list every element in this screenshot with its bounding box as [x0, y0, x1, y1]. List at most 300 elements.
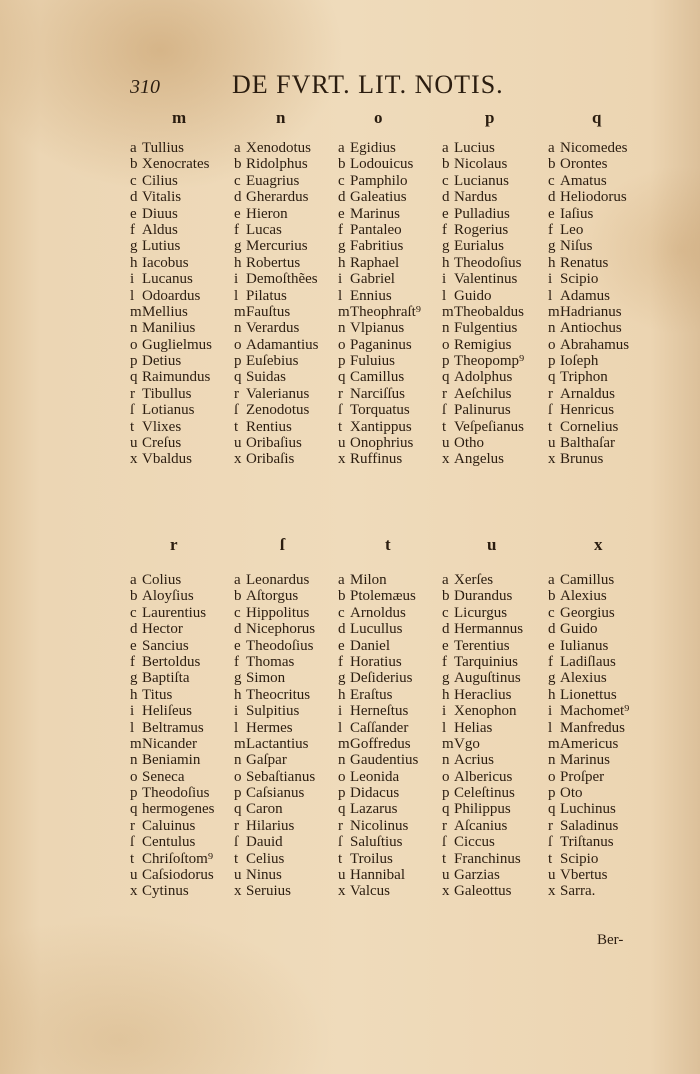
- entry-name: Zenodotus: [246, 402, 310, 419]
- cipher-entry: [442, 801, 523, 817]
- entry-code: t: [130, 850, 135, 867]
- cipher-entry: [338, 736, 418, 752]
- entry-code: b: [338, 588, 346, 605]
- entry-code: b: [130, 588, 138, 605]
- cipher-entry: [338, 238, 421, 254]
- cipher-entry: [234, 337, 319, 353]
- cipher-entry: [548, 353, 629, 369]
- entry-code: c: [130, 604, 137, 621]
- entry-name: Xenocrates: [142, 156, 210, 173]
- entry-name: Creſus: [142, 435, 182, 452]
- cipher-entry: [130, 255, 212, 271]
- entry-name: Daniel: [350, 637, 390, 654]
- entry-code: r: [234, 817, 239, 834]
- entry-code: h: [234, 254, 242, 271]
- entry-code: p: [338, 785, 346, 802]
- entry-code: r: [338, 817, 343, 834]
- page-number: 310: [130, 76, 160, 98]
- section-letter: n: [276, 108, 286, 127]
- cipher-entry: [130, 140, 212, 156]
- entry-name: Rentius: [246, 418, 292, 435]
- entry-code: c: [130, 172, 137, 189]
- entry-code: i: [234, 271, 239, 288]
- entry-code: o: [548, 336, 556, 353]
- entry-code: g: [338, 670, 346, 687]
- entry-name: Hieron: [246, 205, 288, 222]
- cipher-entry: [130, 801, 214, 817]
- cipher-entry: [548, 785, 629, 801]
- cipher-entry: [234, 304, 319, 320]
- entry-name: Herneſtus: [350, 703, 409, 720]
- cipher-entry: [234, 834, 315, 850]
- cipher-column: [548, 572, 629, 900]
- entry-code: q: [234, 369, 242, 386]
- entry-name: Gabriel: [350, 271, 395, 288]
- entry-name: Caron: [246, 801, 283, 818]
- entry-name: Odoardus: [142, 287, 201, 304]
- cipher-entry: [442, 222, 524, 238]
- entry-code: ſ: [338, 834, 343, 851]
- cipher-entry: [442, 156, 524, 172]
- entry-name: Xantippus: [350, 418, 412, 435]
- cipher-entry: [234, 353, 319, 369]
- entry-code: f: [130, 653, 135, 670]
- cipher-entry: [442, 883, 523, 899]
- entry-code: l: [130, 287, 135, 304]
- cipher-entry: [234, 801, 315, 817]
- entry-name: Pulladius: [454, 205, 510, 222]
- cipher-entry: [548, 867, 629, 883]
- entry-code: g: [234, 670, 242, 687]
- cipher-entry: [130, 402, 212, 418]
- cipher-column: [234, 572, 315, 900]
- cipher-entry: [442, 752, 523, 768]
- cipher-entry: [442, 621, 523, 637]
- entry-name: Demoſthẽes: [246, 271, 318, 288]
- cipher-entry: [442, 173, 524, 189]
- cipher-entry: [130, 851, 214, 867]
- cipher-entry: [130, 883, 214, 899]
- cipher-column: [548, 140, 629, 468]
- entry-name: Robertus: [246, 254, 301, 271]
- entry-code: u: [338, 867, 346, 884]
- entry-name: Acrius: [454, 752, 494, 769]
- cipher-entry: [442, 605, 523, 621]
- entry-code: o: [548, 768, 556, 785]
- entry-code: ſ: [234, 402, 239, 419]
- entry-code: l: [234, 287, 239, 304]
- cipher-entry: [548, 801, 629, 817]
- cipher-entry: [338, 867, 418, 883]
- entry-name: Cilius: [142, 172, 178, 189]
- entry-name: Ciccus: [454, 834, 495, 851]
- cipher-entry: [234, 435, 319, 451]
- cipher-entry: [130, 238, 212, 254]
- cipher-entry: [548, 638, 629, 654]
- cipher-entry: [130, 222, 212, 238]
- entry-name: Baptiſta: [142, 670, 190, 687]
- cipher-column: [338, 140, 421, 468]
- entry-name: Suidas: [246, 369, 287, 386]
- cipher-entry: [234, 402, 319, 418]
- cipher-entry: [234, 156, 319, 172]
- entry-name: Caluinus: [142, 817, 196, 834]
- entry-code: c: [442, 604, 449, 621]
- entry-name: Onophrius: [350, 435, 414, 452]
- entry-code: o: [442, 336, 450, 353]
- entry-code: ſ: [548, 834, 553, 851]
- entry-name: Georgius: [560, 604, 615, 621]
- entry-name: Egidius: [350, 140, 396, 156]
- entry-code: t: [442, 850, 447, 867]
- cipher-entry: [548, 572, 629, 588]
- entry-code: i: [130, 703, 135, 720]
- section-letter: p: [485, 108, 495, 127]
- cipher-entry: [338, 621, 418, 637]
- entry-code: b: [548, 588, 556, 605]
- entry-code: p: [130, 353, 138, 370]
- entry-name: Milon: [350, 572, 387, 588]
- section-letter: ſ: [280, 535, 285, 554]
- cipher-entry: [338, 288, 421, 304]
- cipher-entry: [130, 386, 212, 402]
- entry-code: d: [234, 621, 242, 638]
- entry-code: p: [130, 785, 138, 802]
- entry-name: Seneca: [142, 768, 185, 785]
- entry-name: Theophraſt⁹: [350, 303, 422, 320]
- cipher-entry: [234, 206, 319, 222]
- entry-name: Adamus: [560, 287, 610, 304]
- running-title: DE FVRT. LIT. NOTIS.: [232, 70, 504, 99]
- entry-name: Lutius: [142, 238, 181, 255]
- cipher-entry: [442, 271, 524, 287]
- cipher-entry: [338, 752, 418, 768]
- entry-name: Lactantius: [246, 735, 309, 752]
- entry-code: f: [442, 221, 447, 238]
- cipher-entry: [338, 638, 418, 654]
- entry-code: h: [442, 686, 450, 703]
- entry-name: Beltramus: [142, 719, 204, 736]
- entry-code: m: [234, 303, 246, 320]
- cipher-column: [338, 572, 418, 900]
- entry-name: Caſsianus: [246, 785, 305, 802]
- entry-code: q: [442, 801, 450, 818]
- entry-code: m: [130, 303, 142, 320]
- entry-code: b: [442, 588, 450, 605]
- entry-name: Arnoldus: [350, 604, 406, 621]
- cipher-entry: [338, 720, 418, 736]
- cipher-entry: [548, 255, 629, 271]
- entry-name: Machomet⁹: [560, 703, 630, 720]
- cipher-entry: [338, 769, 418, 785]
- cipher-entry: [338, 255, 421, 271]
- entry-name: Hector: [142, 621, 183, 638]
- entry-code: ſ: [442, 402, 447, 419]
- cipher-entry: [130, 206, 212, 222]
- entry-name: Triphon: [560, 369, 608, 386]
- entry-name: Pantaleo: [350, 221, 402, 238]
- cipher-entry: [442, 140, 524, 156]
- entry-name: Lucullus: [350, 621, 403, 638]
- cipher-entry: [442, 337, 524, 353]
- entry-code: r: [442, 385, 447, 402]
- entry-code: m: [130, 735, 142, 752]
- entry-name: Galeatius: [350, 189, 407, 206]
- entry-code: f: [338, 221, 343, 238]
- cipher-entry: [338, 654, 418, 670]
- entry-name: Beniamin: [142, 752, 201, 769]
- entry-name: Philippus: [454, 801, 511, 818]
- cipher-entry: [548, 304, 629, 320]
- entry-name: Ninus: [246, 867, 282, 884]
- entry-name: Proſper: [560, 768, 605, 785]
- cipher-entry: [548, 851, 629, 867]
- cipher-entry: [338, 851, 418, 867]
- entry-code: d: [234, 189, 242, 206]
- cipher-entry: [234, 785, 315, 801]
- entry-name: Fulgentius: [454, 320, 518, 337]
- entry-code: c: [234, 604, 241, 621]
- entry-code: n: [548, 320, 556, 337]
- entry-name: Nicolinus: [350, 817, 409, 834]
- entry-name: Iulianus: [560, 637, 609, 654]
- cipher-entry: [234, 638, 315, 654]
- entry-code: b: [130, 156, 138, 173]
- cipher-entry: [442, 419, 524, 435]
- entry-name: Gherardus: [246, 189, 309, 206]
- entry-code: i: [548, 271, 553, 288]
- entry-name: Sulpitius: [246, 703, 300, 720]
- entry-code: t: [234, 418, 239, 435]
- entry-name: Galeottus: [454, 883, 512, 900]
- entry-code: b: [442, 156, 450, 173]
- entry-code: t: [338, 850, 343, 867]
- entry-name: Bertoldus: [142, 653, 201, 670]
- entry-code: a: [234, 140, 241, 156]
- cipher-entry: [442, 638, 523, 654]
- entry-name: Horatius: [350, 653, 402, 670]
- cipher-entry: [548, 238, 629, 254]
- entry-name: Torquatus: [350, 402, 410, 419]
- entry-name: Simon: [246, 670, 286, 687]
- entry-code: a: [234, 572, 241, 588]
- entry-code: c: [338, 604, 345, 621]
- cipher-entry: [442, 435, 524, 451]
- entry-name: Eraſtus: [350, 686, 393, 703]
- cipher-entry: [548, 769, 629, 785]
- entry-code: q: [338, 369, 346, 386]
- entry-code: f: [338, 653, 343, 670]
- entry-name: Mellius: [142, 303, 188, 320]
- entry-code: x: [234, 451, 242, 468]
- entry-name: Leonida: [350, 768, 400, 785]
- cipher-entry: [442, 189, 524, 205]
- entry-code: ſ: [130, 402, 135, 419]
- cipher-entry: [130, 572, 214, 588]
- entry-name: Iaſius: [560, 205, 594, 222]
- cipher-entry: [442, 353, 524, 369]
- entry-code: p: [442, 785, 450, 802]
- entry-name: Celeſtinus: [454, 785, 515, 802]
- cipher-entry: [130, 703, 214, 719]
- cipher-entry: [338, 419, 421, 435]
- entry-name: Seruius: [246, 883, 291, 900]
- cipher-entry: [548, 451, 629, 467]
- cipher-entry: [548, 621, 629, 637]
- cipher-entry: [338, 605, 418, 621]
- cipher-entry: [130, 867, 214, 883]
- cipher-entry: [338, 588, 418, 604]
- entry-name: Orontes: [560, 156, 608, 173]
- entry-code: p: [548, 353, 556, 370]
- entry-code: x: [548, 451, 556, 468]
- entry-code: e: [442, 205, 449, 222]
- cipher-entry: [338, 834, 418, 850]
- entry-name: Camillus: [350, 369, 405, 386]
- entry-name: Guido: [454, 287, 492, 304]
- cipher-entry: [548, 435, 629, 451]
- entry-name: Caſsiodorus: [142, 867, 214, 884]
- page-header: [0, 70, 700, 110]
- entry-name: Marinus: [560, 752, 610, 769]
- entry-name: Triſtanus: [560, 834, 614, 851]
- entry-name: Vitalis: [142, 189, 182, 206]
- entry-code: p: [548, 785, 556, 802]
- cipher-entry: [442, 736, 523, 752]
- entry-name: Theocritus: [246, 686, 311, 703]
- cipher-entry: [338, 156, 421, 172]
- entry-name: Alexius: [560, 588, 607, 605]
- cipher-entry: [548, 173, 629, 189]
- entry-code: r: [130, 817, 135, 834]
- entry-name: Scipio: [560, 850, 599, 867]
- entry-name: Ioſeph: [560, 353, 599, 370]
- entry-name: Franchinus: [454, 850, 521, 867]
- cipher-entry: [548, 670, 629, 686]
- entry-code: m: [338, 303, 350, 320]
- entry-name: Nicander: [142, 735, 197, 752]
- section-letter: q: [592, 108, 602, 127]
- cipher-entry: [548, 720, 629, 736]
- entry-code: p: [338, 353, 346, 370]
- entry-code: l: [442, 719, 447, 736]
- cipher-entry: [234, 867, 315, 883]
- cipher-entry: [130, 419, 212, 435]
- entry-code: a: [548, 140, 555, 156]
- entry-name: Rogerius: [454, 221, 509, 238]
- entry-name: Hippolitus: [246, 604, 310, 621]
- entry-code: g: [130, 670, 138, 687]
- entry-name: Raimundus: [142, 369, 211, 386]
- entry-code: e: [548, 205, 555, 222]
- cipher-entry: [548, 337, 629, 353]
- cipher-entry: [442, 255, 524, 271]
- cipher-entry: [130, 785, 214, 801]
- cipher-entry: [234, 720, 315, 736]
- entry-code: x: [338, 451, 346, 468]
- entry-name: Xerſes: [454, 572, 494, 588]
- cipher-entry: [338, 670, 418, 686]
- cipher-entry: [130, 451, 212, 467]
- entry-code: m: [548, 735, 560, 752]
- cipher-entry: [442, 720, 523, 736]
- entry-name: Guglielmus: [142, 336, 212, 353]
- cipher-entry: [338, 801, 418, 817]
- entry-name: Vbaldus: [142, 451, 192, 468]
- section-letter: o: [374, 108, 383, 127]
- entry-name: Tibullus: [142, 385, 192, 402]
- entry-code: c: [234, 172, 241, 189]
- entry-code: u: [548, 867, 556, 884]
- entry-name: Antiochus: [560, 320, 622, 337]
- entry-name: Angelus: [454, 451, 504, 468]
- cipher-entry: [548, 752, 629, 768]
- entry-name: Laurentius: [142, 604, 207, 621]
- entry-code: e: [548, 637, 555, 654]
- entry-name: Scipio: [560, 271, 599, 288]
- cipher-entry: [130, 588, 214, 604]
- cipher-entry: [548, 703, 629, 719]
- cipher-entry: [548, 402, 629, 418]
- entry-name: Didacus: [350, 785, 400, 802]
- cipher-entry: [130, 769, 214, 785]
- entry-code: u: [234, 867, 242, 884]
- entry-code: r: [548, 817, 553, 834]
- cipher-entry: [338, 206, 421, 222]
- entry-name: Vbertus: [560, 867, 608, 884]
- entry-code: i: [338, 703, 343, 720]
- entry-code: q: [130, 369, 138, 386]
- section-letter: r: [170, 535, 178, 554]
- entry-name: Luchinus: [560, 801, 616, 818]
- entry-code: l: [338, 287, 343, 304]
- cipher-column: [130, 140, 212, 468]
- entry-name: Euſebius: [246, 353, 299, 370]
- entry-name: Lazarus: [350, 801, 398, 818]
- catchword: Ber-: [597, 932, 624, 948]
- entry-code: i: [442, 271, 447, 288]
- entry-name: Goffredus: [350, 735, 411, 752]
- entry-name: Brunus: [560, 451, 604, 468]
- entry-code: n: [130, 320, 138, 337]
- cipher-entry: [338, 435, 421, 451]
- cipher-entry: [234, 605, 315, 621]
- entry-code: r: [234, 385, 239, 402]
- entry-code: a: [130, 140, 137, 156]
- entry-code: x: [548, 883, 556, 900]
- entry-name: Durandus: [454, 588, 513, 605]
- section-letter: x: [594, 535, 603, 554]
- entry-code: x: [338, 883, 346, 900]
- entry-name: Oribaſius: [246, 435, 302, 452]
- entry-code: n: [234, 752, 242, 769]
- entry-name: Pamphilo: [350, 172, 408, 189]
- entry-name: Pilatus: [246, 287, 287, 304]
- entry-code: t: [548, 850, 553, 867]
- entry-code: i: [234, 703, 239, 720]
- entry-code: p: [234, 785, 242, 802]
- cipher-entry: [234, 369, 319, 385]
- cipher-entry: [548, 605, 629, 621]
- entry-code: x: [234, 883, 242, 900]
- entry-name: Lucianus: [454, 172, 509, 189]
- cipher-entry: [234, 654, 315, 670]
- cipher-entry: [442, 687, 523, 703]
- cipher-entry: [234, 288, 319, 304]
- entry-code: u: [548, 435, 556, 452]
- cipher-entry: [548, 883, 629, 899]
- entry-code: p: [234, 353, 242, 370]
